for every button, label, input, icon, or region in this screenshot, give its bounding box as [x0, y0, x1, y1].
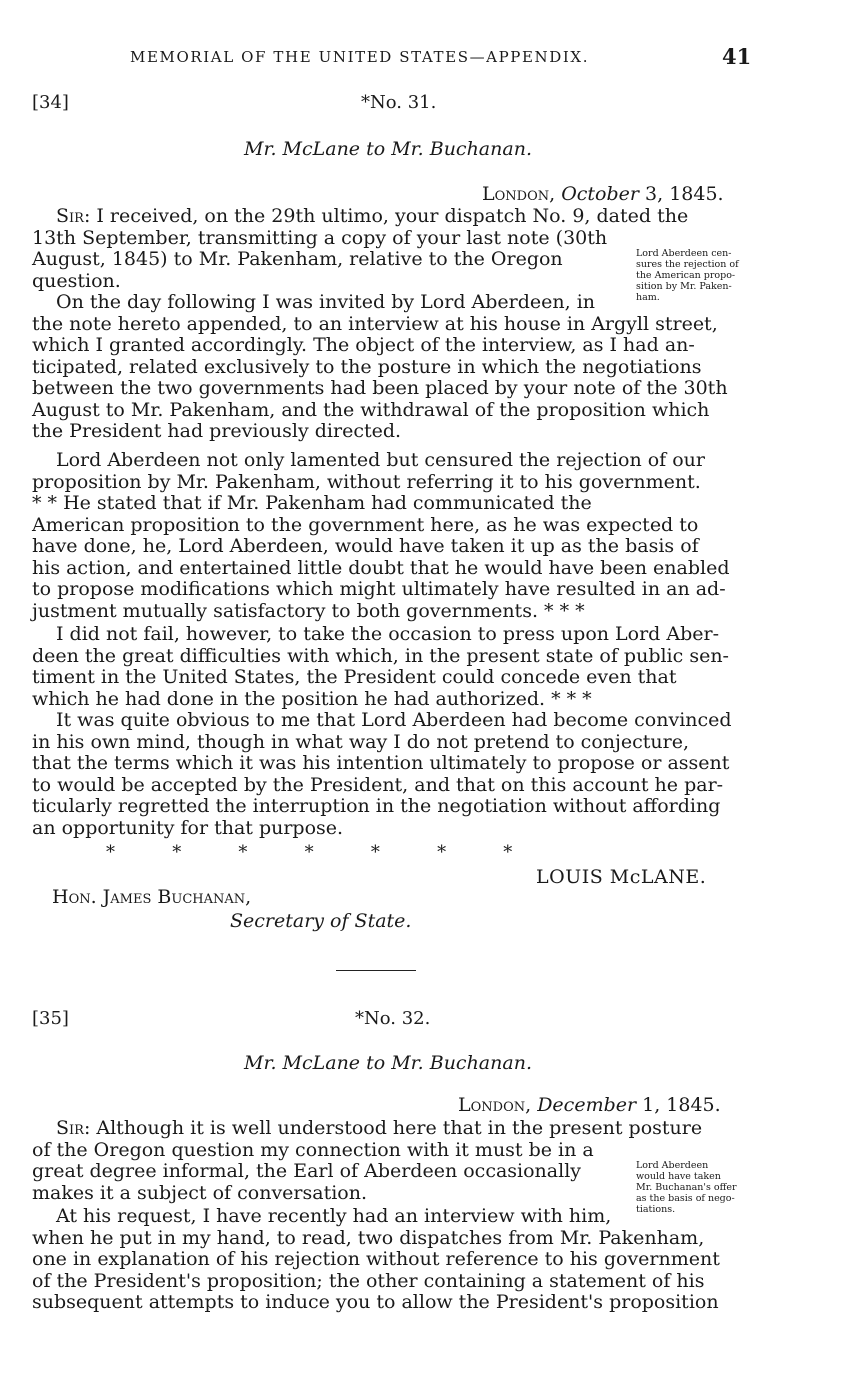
date-place: London,	[482, 183, 556, 205]
page-marker-35: [35]	[32, 1008, 69, 1029]
date-month: December	[537, 1094, 637, 1116]
letter-heading: Mr. McLane to Mr. Buchanan.	[244, 1052, 532, 1074]
date-month: October	[561, 183, 639, 205]
page-number: 41	[722, 44, 752, 69]
document-number: *No. 31.	[361, 92, 437, 113]
letter1-paragraph-4: I did not fail, however, to take the occasion to press upon Lord Aber- deen the great difficulties with which, in the present state of public sen- timent in the United States, the President could concede even that which he had done in the position he had authorized. * * *	[32, 623, 729, 710]
salutation: Sir:	[56, 205, 91, 227]
margin-note: Lord Aberdeen cen- sures the rejection of the American propo- sition by Mr. Paken- ham.	[636, 248, 739, 303]
dateline	[458, 1094, 721, 1116]
section-divider	[336, 970, 416, 971]
salutation: Sir:	[56, 1117, 91, 1139]
letter2-paragraph-2: At his request, I have recently had an interview with him, when he put in my hand, to read, two dispatches from Mr. Pakenham, one in explanation of his rejection without reference to his government of the President's proposition; the other containing a statement of his subsequent attempts to induce you to allow the President's proposition	[32, 1205, 720, 1313]
dateline	[482, 183, 724, 205]
signature: LOUIS McLANE.	[536, 866, 707, 888]
letter1-paragraph-3: Lord Aberdeen not only lamented but censured the rejection of our proposition by Mr. Pakenham, without referring it to his government. * * He stated that if Mr. Pakenham had communicated the American proposition to the government here, as he was expected to have done, he, Lord Aberdeen, would have taken it up as the basis of his action, and entertained little doubt that he would have been enabled to propose modifications which might ultimately have resulted in an ad- justment mutually satisfactory to both governments. * * *	[32, 449, 730, 622]
date-place: London,	[458, 1094, 532, 1116]
document-number: *No. 32.	[355, 1008, 431, 1029]
letter-heading: Mr. McLane to Mr. Buchanan.	[244, 138, 532, 160]
margin-note: Lord Aberdeen would have taken Mr. Buchanan's offer as the basis of nego- tiations.	[636, 1160, 737, 1215]
paragraph-text: I received, on the 29th ultimo, your dispatch No. 9, dated the 13th September, transmitting a copy of your last note (30th August, 1845) to Mr. Pakenham, relative to the Oregon question.	[32, 205, 689, 292]
letter1-paragraph-2: On the day following I was invited by Lord Aberdeen, in the note hereto appended, to an interview at his house in Argyll street, which I granted accordingly. The object of the interview, as I had an- ticipated, related exclusively to the posture in which the negotiations between the two governments had been placed by your note of the 30th August to Mr. Pakenham, and the withdrawal of the proposition which the President had previously directed.	[32, 291, 728, 442]
paragraph-text: Although it is well understood here that in the present posture of the Oregon question my connection with it must be in a great degree informal, the Earl of Aberdeen occasionally makes it a subject of conversation.	[32, 1117, 703, 1204]
letter1-paragraph-5: It was quite obvious to me that Lord Aberdeen had become convinced in his own mind, though in what way I do not pretend to conjecture, that the terms which it was his intention ultimately to propose or assent to would be accepted by the President, and that on this account he par- ticularly regretted the interruption in the negotiation without affording an opportunity for that purpose.	[32, 709, 732, 839]
running-head: MEMORIAL OF THE UNITED STATES—APPENDIX.	[130, 48, 590, 66]
addressee-title: Secretary of State.	[230, 910, 412, 932]
page-marker-34: [34]	[32, 92, 69, 113]
date-rest: 3, 1845.	[645, 183, 724, 205]
addressee: Hon. James Buchanan,	[52, 886, 252, 908]
ellipsis-stars: * * * * * * *	[106, 842, 513, 863]
date-rest: 1, 1845.	[642, 1094, 721, 1116]
